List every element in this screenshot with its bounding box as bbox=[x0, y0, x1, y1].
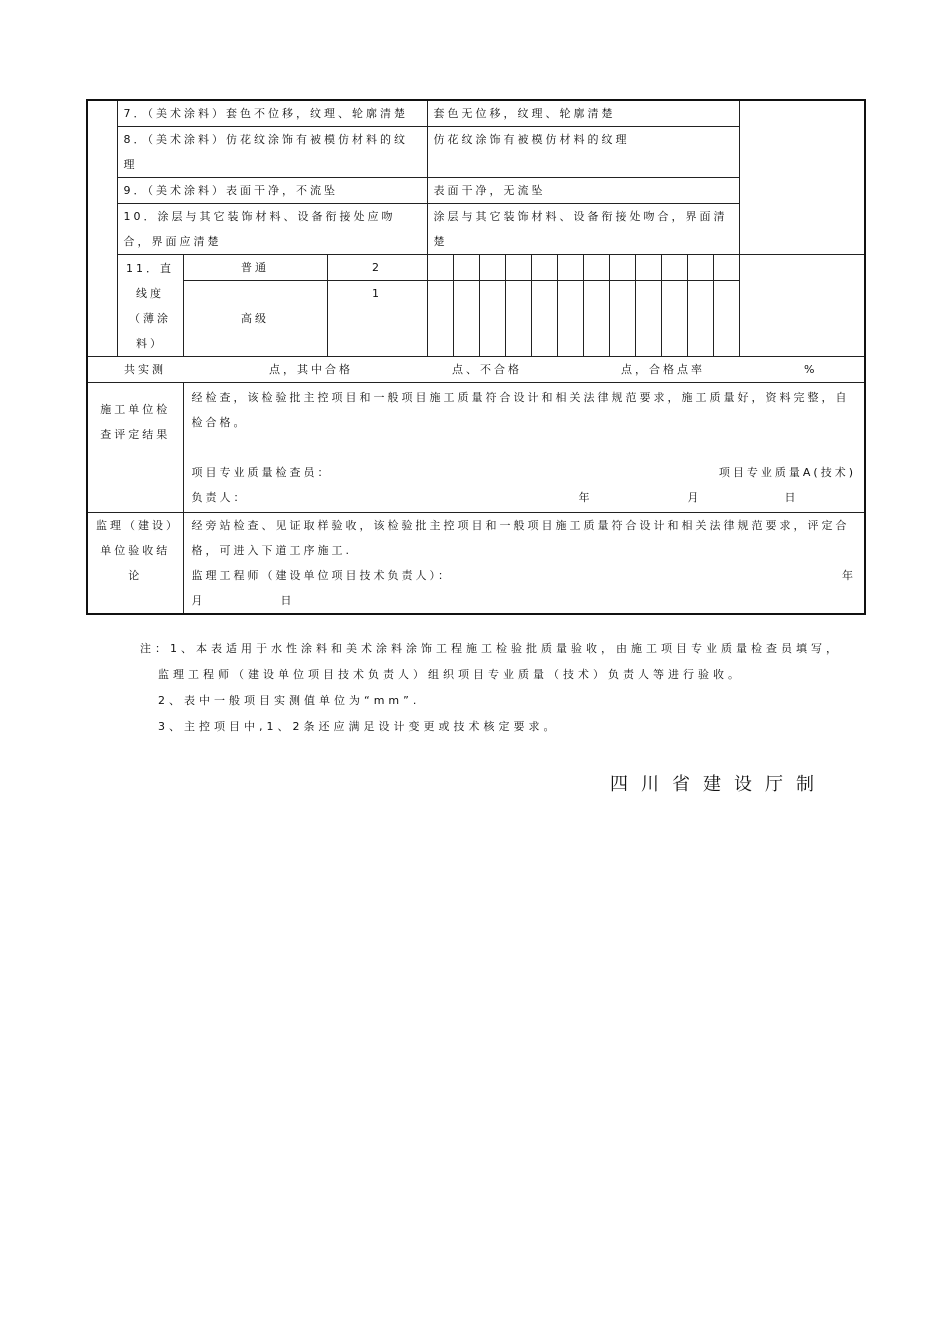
supervision-content bbox=[183, 513, 865, 615]
remark-cell bbox=[739, 255, 865, 357]
construction-content bbox=[183, 383, 865, 513]
supervision-year: 年 bbox=[842, 569, 856, 582]
supervision-month: 月 bbox=[191, 594, 206, 607]
note-3: 3、主控项目中,1、2条还应满足设计变更或技术核定要求。 bbox=[158, 720, 559, 733]
summary-percent: % bbox=[804, 363, 818, 376]
standard-cell: 套色无位移，纹理、轮廓清楚 bbox=[427, 100, 739, 127]
measure-cell bbox=[479, 255, 505, 281]
measure-cell bbox=[427, 281, 453, 357]
supervision-sign-line bbox=[192, 563, 857, 588]
grade-value: 1 bbox=[327, 281, 427, 357]
measure-cell bbox=[635, 255, 661, 281]
supervision-date-line bbox=[192, 588, 857, 613]
measure-cell bbox=[661, 255, 687, 281]
measure-cell bbox=[531, 281, 557, 357]
supervision-engineer: 监理工程师（建设单位项目技术负责人）： bbox=[191, 569, 452, 582]
construction-responsible-a: 项目专业质量A(技术) bbox=[718, 466, 856, 479]
standard-cell: 仿花纹涂饰有被模仿材料的纹理 bbox=[427, 127, 739, 178]
note-1: 注：1、本表适用于水性涂料和美术涂料涂饰工程施工检验批质量验收，由施工项目专业质量检查员填写，监理工程师（建设单位项目技术负责人）组织项目专业质量（技术）负责人等进行验收。 bbox=[140, 642, 841, 681]
summary-label: 共实测 bbox=[124, 363, 166, 376]
supervision-day: 日 bbox=[280, 594, 295, 607]
measure-cell bbox=[531, 255, 557, 281]
measure-cell bbox=[505, 255, 531, 281]
remark-cell bbox=[739, 100, 865, 255]
item-cell: 7．（美术涂料）套色不位移，纹理、轮廓清楚 bbox=[117, 100, 427, 127]
construction-day: 日 bbox=[784, 491, 799, 504]
category-cell bbox=[87, 100, 117, 357]
measure-cell bbox=[557, 255, 583, 281]
construction-responsible-b: 负责人： bbox=[191, 491, 248, 504]
supervision-row bbox=[87, 513, 865, 615]
construction-year: 年 bbox=[578, 491, 593, 504]
summary-part3: 点，合格点率 bbox=[621, 363, 705, 376]
item-cell: 10．涂层与其它装饰材料、设备衔接处应吻合，界面应清楚 bbox=[117, 204, 427, 255]
notes-section bbox=[140, 636, 845, 740]
summary-part1: 点，其中合格 bbox=[269, 363, 353, 376]
measure-cell bbox=[583, 255, 609, 281]
supervision-label: 监理（建设）单位验收结论 bbox=[87, 513, 183, 615]
construction-inspector: 项目专业质量检查员： bbox=[191, 466, 332, 479]
measure-cell bbox=[661, 281, 687, 357]
supervision-text: 经旁站检查、见证取样验收，该检验批主控项目和一般项目施工质量符合设计和相关法律规范要求，评定合格，可进入下道工序施工. bbox=[191, 519, 850, 557]
measure-cell bbox=[609, 281, 635, 357]
table-row bbox=[87, 100, 865, 127]
measure-cell bbox=[479, 281, 505, 357]
measure-cell bbox=[427, 255, 453, 281]
construction-date-line bbox=[192, 485, 857, 510]
measure-cell bbox=[583, 281, 609, 357]
standard-cell: 涂层与其它装饰材料、设备衔接处吻合，界面清楚 bbox=[427, 204, 739, 255]
measure-cell bbox=[453, 255, 479, 281]
measure-cell bbox=[635, 281, 661, 357]
measure-cell bbox=[713, 281, 739, 357]
measure-cell bbox=[557, 281, 583, 357]
measure-cell bbox=[687, 255, 713, 281]
table-row bbox=[87, 255, 865, 281]
construction-label: 施工单位检查评定结果 bbox=[87, 383, 183, 513]
grade-name: 高级 bbox=[183, 281, 327, 357]
measure-cell bbox=[505, 281, 531, 357]
summary-row bbox=[87, 357, 865, 383]
grade-value: 2 bbox=[327, 255, 427, 281]
item-cell: 9．（美术涂料）表面干净，不流坠 bbox=[117, 178, 427, 204]
note-2: 2、表中一般项目实测值单位为“mm”. bbox=[158, 694, 421, 707]
construction-row bbox=[87, 383, 865, 513]
measure-cell bbox=[453, 281, 479, 357]
straightness-label: 11．直线度（薄涂料） bbox=[117, 255, 183, 357]
construction-text: 经检查，该检验批主控项目和一般项目施工质量符合设计和相关法律规范要求，施工质量好，资料完整，自检合格。 bbox=[191, 391, 850, 429]
standard-cell: 表面干净，无流坠 bbox=[427, 178, 739, 204]
issuer-footer: 四川省建设厅制 bbox=[610, 774, 827, 795]
inspection-form-table bbox=[86, 99, 866, 615]
summary-part2: 点、不合格 bbox=[452, 363, 522, 376]
measure-cell bbox=[713, 255, 739, 281]
item-cell: 8．（美术涂料）仿花纹涂饰有被模仿材料的纹理 bbox=[117, 127, 427, 178]
summary-cell bbox=[87, 357, 865, 383]
grade-name: 普通 bbox=[183, 255, 327, 281]
measure-cell bbox=[687, 281, 713, 357]
construction-sign-line bbox=[192, 460, 857, 485]
construction-month: 月 bbox=[687, 491, 702, 504]
measure-cell bbox=[609, 255, 635, 281]
